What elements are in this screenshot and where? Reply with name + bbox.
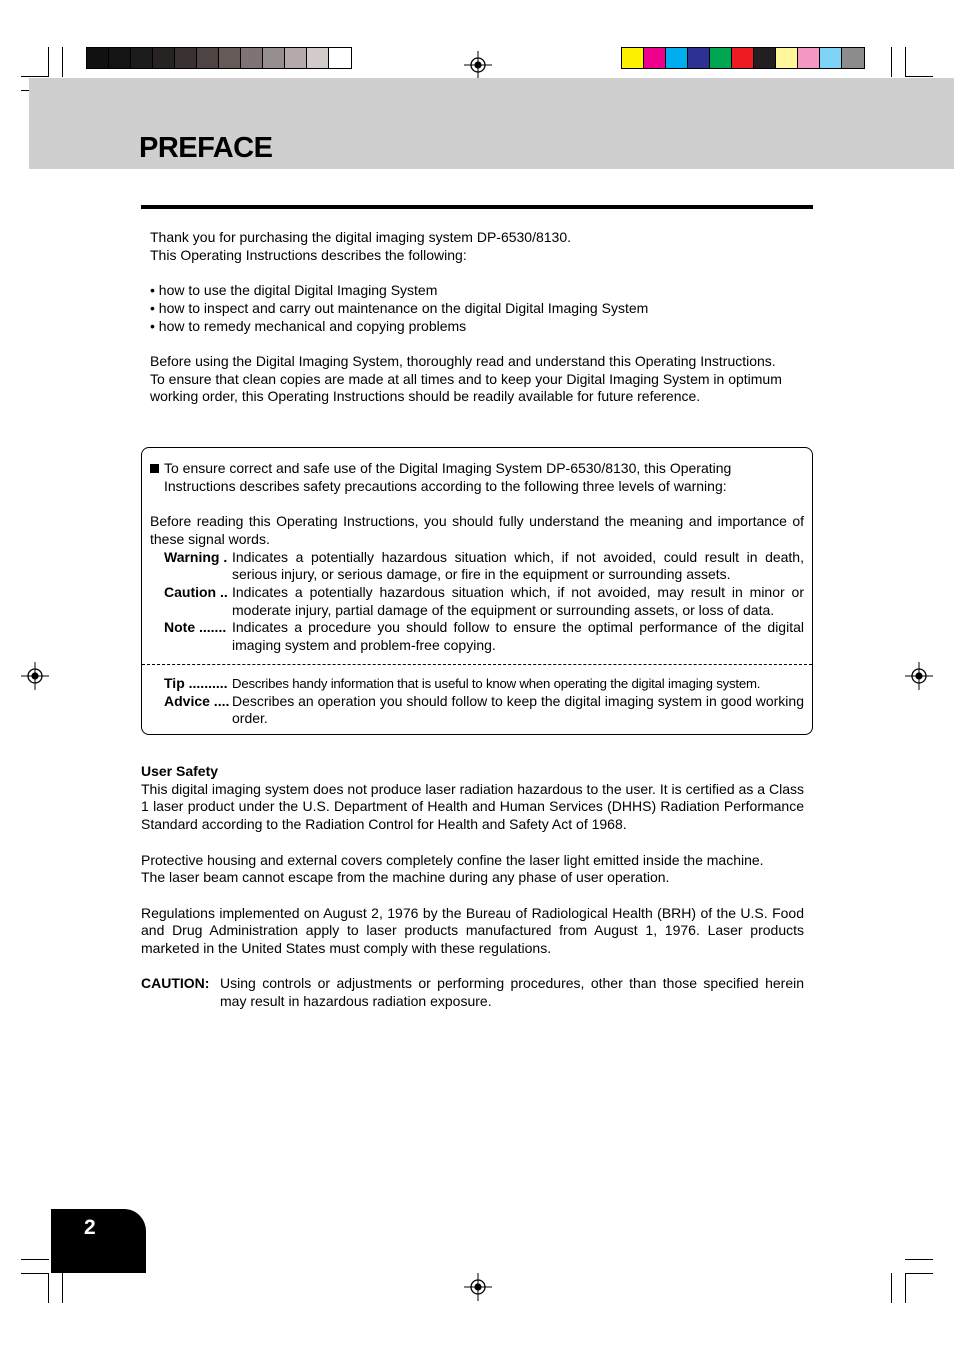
safety-paragraph: The laser beam cannot escape from the machine during any phase of user operation. (141, 869, 670, 886)
list-item: • how to inspect and carry out maintenance on the digital Digital Imaging System (150, 299, 649, 316)
list-item: • how to remedy mechanical and copying problems (150, 317, 467, 334)
signal-description: Describes handy information that is useful to know when operating the digital imaging system. (232, 676, 761, 691)
signal-description: Indicates a procedure you should follow to ensure the optimal performance of the digital imaging system and problem-free copying. (232, 619, 804, 654)
color-swatch (307, 48, 329, 68)
signal-row-warning (150, 549, 804, 584)
signal-words-content (150, 460, 804, 655)
signal-row-note (150, 619, 804, 654)
color-swatch (666, 48, 688, 68)
signal-term: Warning . (164, 548, 228, 565)
box-paragraph: Before reading this Operating Instructions, you should fully understand the meaning and importance of these signal words. (150, 513, 804, 547)
tips-content (150, 675, 804, 728)
color-swatch (622, 48, 644, 68)
signal-row-advice (150, 693, 804, 728)
registration-mark-icon (905, 662, 933, 690)
caution-statement (141, 975, 804, 1010)
color-swatch (842, 48, 864, 68)
signal-description: Describes an operation you should follow to keep the digital imaging system in good working order. (232, 692, 804, 727)
section-heading: User Safety (141, 763, 219, 779)
signal-term: Advice .... (164, 692, 230, 709)
signal-description: Indicates a potentially hazardous situation which, if not avoided, could result in death, serious injury, or serious damage, or fire in the equipment or surrounding assets. (232, 548, 804, 583)
color-swatch (87, 48, 109, 68)
safety-paragraph: Protective housing and external covers completely confine the laser light emitted inside the machine. (141, 851, 764, 868)
list-item: • how to use the digital Digital Imaging System (150, 282, 438, 299)
color-swatch (820, 48, 842, 68)
box-lead-text: Instructions describes safety precautions according to the following three levels of warning: (164, 477, 727, 494)
caution-text: Using controls or adjustments or performing procedures, other than those specified herein may result in hazardous radiation exposure. (220, 975, 804, 1010)
color-swatch (175, 48, 197, 68)
signal-row-caution (150, 584, 804, 619)
color-swatch (153, 48, 175, 68)
intro-paragraph: This Operating Instructions describes the following: (150, 246, 467, 263)
registration-mark-icon (464, 51, 492, 79)
page-number: 2 (84, 1216, 96, 1239)
safety-paragraph: This digital imaging system does not produce laser radiation hazardous to the user. It is certified as a Class 1 laser product under the U.S. Department of Health and Human Services (DHHS) Radiation Performance Standard according to the Radiation Control for Health and Safety Act of 1968. (141, 780, 804, 833)
color-swatch (710, 48, 732, 68)
color-swatch (754, 48, 776, 68)
user-safety-section (141, 763, 804, 1011)
intro-paragraph: To ensure that clean copies are made at all times and to keep your Digital Imaging System in optimum (150, 370, 782, 387)
page-number-tab (51, 1209, 146, 1273)
color-swatch (263, 48, 285, 68)
square-bullet-icon (150, 464, 159, 473)
title-rule (141, 205, 813, 209)
signal-term: Caution .. (164, 583, 228, 600)
page-title: PREFACE (139, 132, 273, 164)
color-swatch (644, 48, 666, 68)
color-swatch (285, 48, 307, 68)
intro-paragraph: working order, this Operating Instructions should be readily available for future reference. (150, 388, 701, 405)
color-swatch (219, 48, 241, 68)
safety-paragraph: Regulations implemented on August 2, 1976 by the Bureau of Radiological Health (BRH) of the U.S. Food and Drug Administration apply to laser products manufactured from August 1, 1976. Laser products marketed in the United States must comply with these regulations. (141, 904, 804, 956)
color-swatch (776, 48, 798, 68)
signal-term: Tip .......... (164, 675, 228, 691)
caution-label: CAUTION: (141, 975, 210, 992)
signal-term: Note ....... (164, 619, 227, 636)
color-swatch (197, 48, 219, 68)
registration-mark-icon (464, 1273, 492, 1301)
signal-description: Indicates a potentially hazardous situation which, if not avoided, may result in minor or moderate injury, partial damage of the equipment or surrounding assets, or loss of data. (232, 583, 804, 618)
cmyk-color-bar (621, 47, 865, 69)
color-swatch (329, 48, 351, 68)
color-swatch (798, 48, 820, 68)
box-lead-text: To ensure correct and safe use of the Digital Imaging System DP-6530/8130, this Operating (164, 460, 732, 476)
intro-section (150, 229, 810, 406)
intro-paragraph: Thank you for purchasing the digital imaging system DP-6530/8130. (150, 229, 572, 245)
color-swatch (241, 48, 263, 68)
signal-row-tip (150, 675, 804, 693)
intro-paragraph: Before using the Digital Imaging System, thoroughly read and understand this Operating Instructions. (150, 352, 776, 369)
grayscale-color-bar (86, 47, 352, 69)
color-swatch (131, 48, 153, 68)
color-swatch (688, 48, 710, 68)
registration-mark-icon (21, 662, 49, 690)
color-swatch (109, 48, 131, 68)
dashed-divider (142, 664, 812, 665)
color-swatch (732, 48, 754, 68)
